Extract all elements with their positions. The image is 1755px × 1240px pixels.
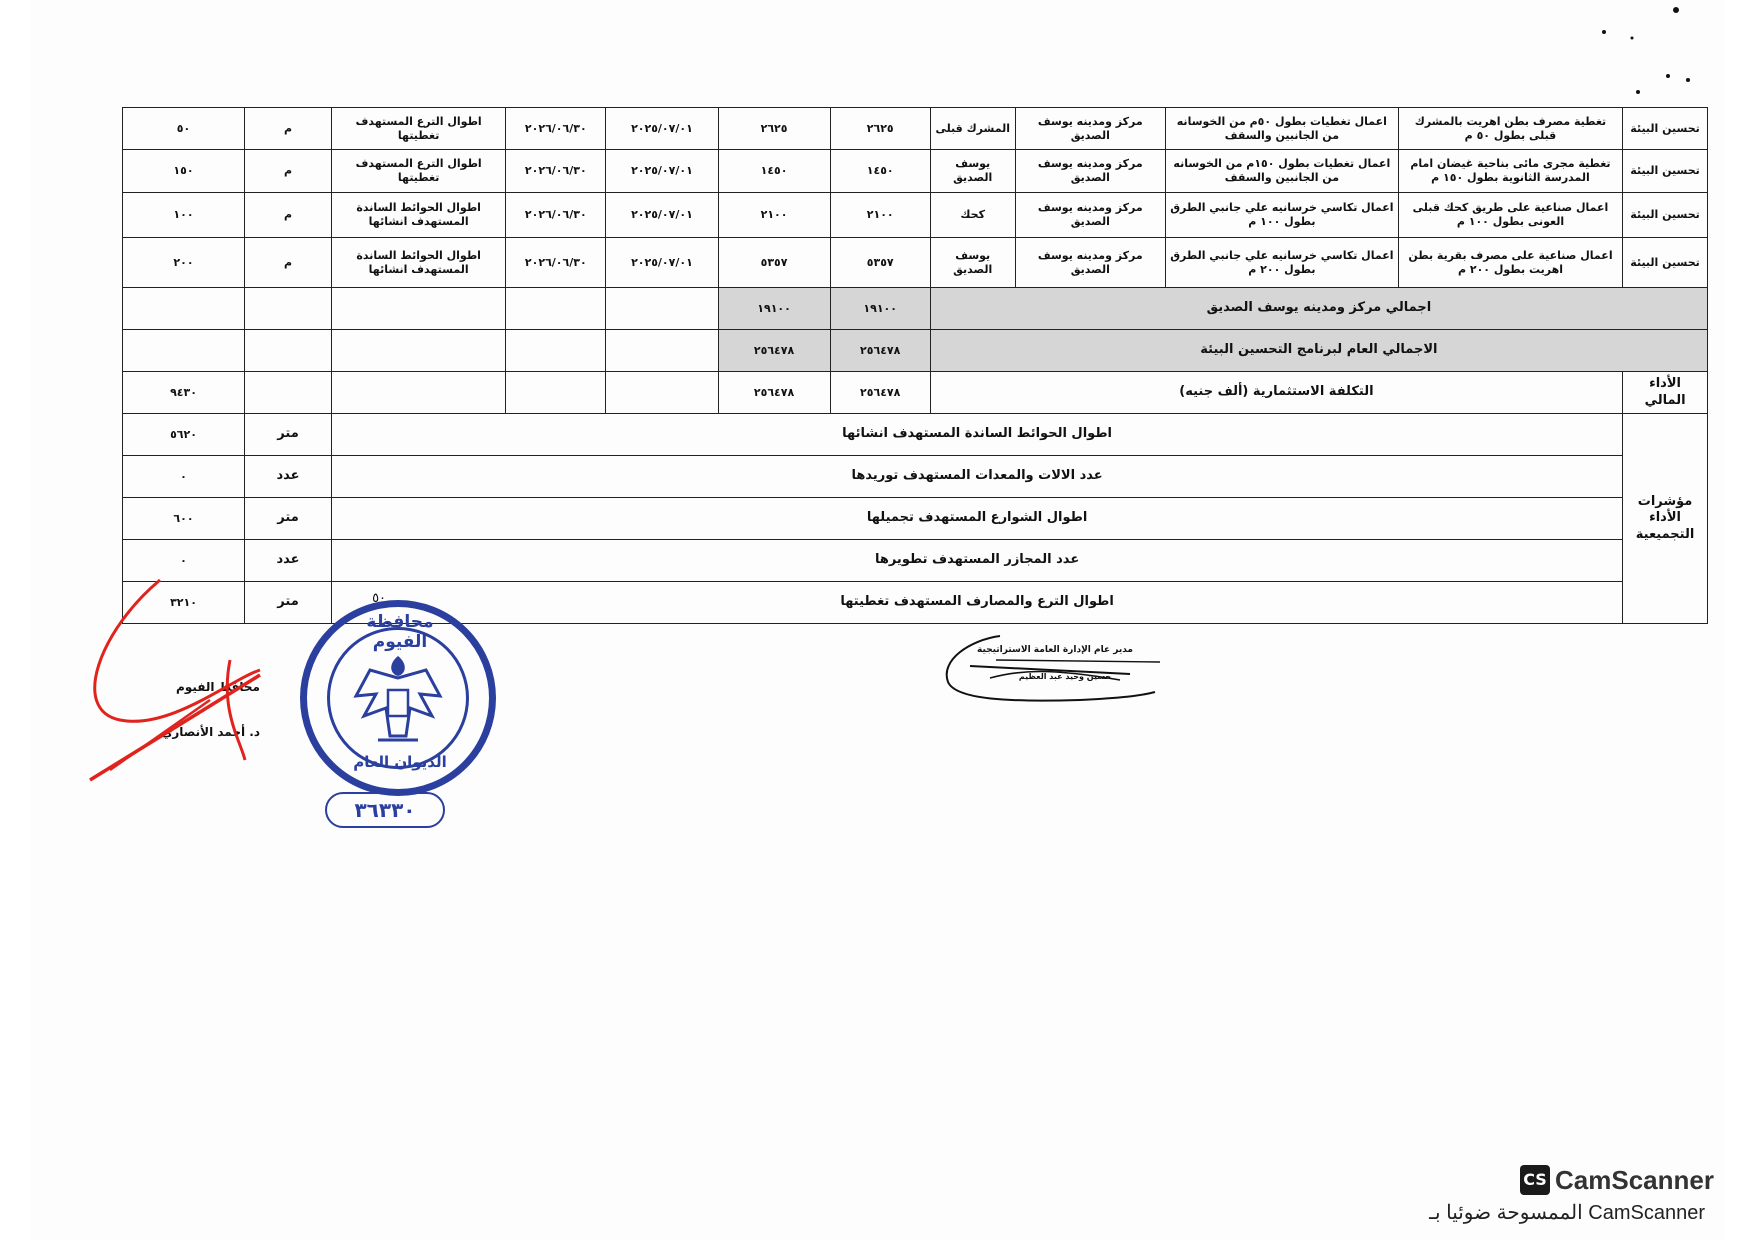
kpi-name xyxy=(332,582,1623,624)
center-cell: مركز ومدينه يوسف الصديق xyxy=(1015,150,1165,193)
location-cell: المشرك قبلى xyxy=(930,108,1015,150)
kpi-value: ٠ xyxy=(123,456,245,498)
kpi-row xyxy=(123,498,1708,540)
work-cell: اعمال تكاسي خرسانيه علي جانبي الطرق بطول ١٠٠ م xyxy=(1165,193,1398,238)
program-total-row xyxy=(123,330,1708,372)
empty-cell xyxy=(606,288,718,330)
camscanner-caption: الممسوحة ضوئيا بـ CamScanner xyxy=(1429,1202,1705,1224)
work-cell: اعمال تكاسي خرسانيه علي جانبي الطرق بطول ٢٠٠ م xyxy=(1165,238,1398,288)
camscanner-brand: CamScanner xyxy=(1555,1165,1714,1195)
financial-target: ٩٤٣٠ xyxy=(123,372,245,414)
kpi-note: ٥٠ xyxy=(372,591,387,606)
center-total-year: ١٩١٠٠ xyxy=(718,288,830,330)
end-date-cell: ٢٠٢٦/٠٦/٣٠ xyxy=(506,238,606,288)
table-row xyxy=(123,150,1708,193)
empty-cell xyxy=(123,330,245,372)
unit-cell: م xyxy=(244,150,331,193)
kpi-value: ٠ xyxy=(123,540,245,582)
stamp-bottom-text: الديوان العام xyxy=(353,753,447,771)
empty-cell xyxy=(244,330,331,372)
location-cell: كحك xyxy=(930,193,1015,238)
indicator-cell: اطوال الحوائط الساندة المستهدف انشائها xyxy=(332,238,506,288)
cost-year-cell: ١٤٥٠ xyxy=(718,150,830,193)
table-row xyxy=(123,108,1708,150)
stamp-top-text: محافظة الفيوم xyxy=(366,612,434,652)
kpi-label: مؤشرات الأداء التجميعية xyxy=(1623,414,1708,624)
investment-cost-label: التكلفة الاستثمارية (ألف جنيه) xyxy=(930,372,1622,414)
governor-name: د. أحمد الأنصاري xyxy=(161,725,260,739)
cost-total-cell: ٢١٠٠ xyxy=(830,193,930,238)
kpi-value: ٥٦٢٠ xyxy=(123,414,245,456)
start-date-cell: ٢٠٢٥/٠٧/٠١ xyxy=(606,150,718,193)
kpi-value: ٦٠٠ xyxy=(123,498,245,540)
stamp-number: ٣٦٣٣٠ xyxy=(325,792,445,828)
center-total-cost: ١٩١٠٠ xyxy=(830,288,930,330)
kpi-value: ٣٢١٠ xyxy=(123,582,245,624)
program-total-label: الاجمالي العام لبرنامج التحسين البيئة xyxy=(930,330,1707,372)
target-cell: ١٥٠ xyxy=(123,150,245,193)
governor-title: محافظ الفيوم xyxy=(176,680,260,694)
start-date-cell: ٢٠٢٥/٠٧/٠١ xyxy=(606,193,718,238)
center-cell: مركز ومدينه يوسف الصديق xyxy=(1015,238,1165,288)
program-table xyxy=(122,107,1708,624)
kpi-row xyxy=(123,456,1708,498)
project-cell: اعمال صناعية على مصرف بقرية بطن اهريت بطول ٢٠٠ م xyxy=(1398,238,1622,288)
camscanner-logo-icon: CS xyxy=(1520,1165,1550,1195)
program-cell: تحسين البيئة xyxy=(1623,238,1708,288)
location-cell: يوسف الصديق xyxy=(930,150,1015,193)
investment-cost-total: ٢٥٦٤٧٨ xyxy=(830,372,930,414)
camscanner-watermark xyxy=(1405,1165,1714,1235)
center-total-row xyxy=(123,288,1708,330)
kpi-name-text: اطوال الترع والمصارف المستهدف تغطيتها xyxy=(840,594,1114,610)
unit-cell: م xyxy=(244,193,331,238)
project-cell: تغطية مجرى مائى بناحية غيضان امام المدرسة الثانوية بطول ١٥٠ م xyxy=(1398,150,1622,193)
indicator-cell: اطوال الحوائط الساندة المستهدف انشائها xyxy=(332,193,506,238)
kpi-unit: عدد xyxy=(244,540,331,582)
scan-specks xyxy=(1580,0,1720,100)
director-name: حسين وحيد عبد العظيم xyxy=(1018,672,1112,681)
kpi-unit: عدد xyxy=(244,456,331,498)
cost-total-cell: ٥٣٥٧ xyxy=(830,238,930,288)
target-cell: ١٠٠ xyxy=(123,193,245,238)
empty-cell xyxy=(606,372,718,414)
unit-cell: م xyxy=(244,238,331,288)
empty-cell xyxy=(506,288,606,330)
project-cell: تغطية مصرف بطن اهريت بالمشرك قبلى بطول ٥٠ م xyxy=(1398,108,1622,150)
empty-cell xyxy=(332,288,506,330)
empty-cell xyxy=(332,372,506,414)
kpi-unit: متر xyxy=(244,582,331,624)
unit-cell: م xyxy=(244,108,331,150)
indicator-cell: اطوال الترع المستهدف تغطيتها xyxy=(332,150,506,193)
cost-year-cell: ٢١٠٠ xyxy=(718,193,830,238)
program-cell: تحسين البيئة xyxy=(1623,193,1708,238)
center-total-label: اجمالي مركز ومدينه يوسف الصديق xyxy=(930,288,1707,330)
empty-cell xyxy=(244,372,331,414)
end-date-cell: ٢٠٢٦/٠٦/٣٠ xyxy=(506,150,606,193)
empty-cell xyxy=(244,288,331,330)
kpi-unit: متر xyxy=(244,414,331,456)
cost-total-cell: ٢٦٢٥ xyxy=(830,108,930,150)
work-cell: اعمال تغطيات بطول ٥٠م من الخوسانه من الجانبين والسقف xyxy=(1165,108,1398,150)
empty-cell xyxy=(506,330,606,372)
empty-cell xyxy=(606,330,718,372)
kpi-row xyxy=(123,540,1708,582)
kpi-row xyxy=(123,414,1708,456)
indicator-cell: اطوال الترع المستهدف تغطيتها xyxy=(332,108,506,150)
target-cell: ٥٠ xyxy=(123,108,245,150)
kpi-name: اطوال الحوائط الساندة المستهدف انشائها xyxy=(332,414,1623,456)
start-date-cell: ٢٠٢٥/٠٧/٠١ xyxy=(606,108,718,150)
kpi-name: عدد الالات والمعدات المستهدف توريدها xyxy=(332,456,1623,498)
end-date-cell: ٢٠٢٦/٠٦/٣٠ xyxy=(506,108,606,150)
kpi-name: اطوال الشوارع المستهدف تجميلها xyxy=(332,498,1623,540)
end-date-cell: ٢٠٢٦/٠٦/٣٠ xyxy=(506,193,606,238)
investment-cost-year: ٢٥٦٤٧٨ xyxy=(718,372,830,414)
director-signature xyxy=(930,630,1160,710)
start-date-cell: ٢٠٢٥/٠٧/٠١ xyxy=(606,238,718,288)
kpi-name: عدد المجازر المستهدف تطويرها xyxy=(332,540,1623,582)
center-cell: مركز ومدينه يوسف الصديق xyxy=(1015,193,1165,238)
financial-label: الأداء المالي xyxy=(1623,372,1708,414)
cost-year-cell: ٥٣٥٧ xyxy=(718,238,830,288)
table-row xyxy=(123,238,1708,288)
empty-cell xyxy=(332,330,506,372)
empty-cell xyxy=(123,288,245,330)
program-total-cost: ٢٥٦٤٧٨ xyxy=(830,330,930,372)
financial-row xyxy=(123,372,1708,414)
center-cell: مركز ومدينه يوسف الصديق xyxy=(1015,108,1165,150)
program-total-year: ٢٥٦٤٧٨ xyxy=(718,330,830,372)
cost-total-cell: ١٤٥٠ xyxy=(830,150,930,193)
cost-year-cell: ٢٦٢٥ xyxy=(718,108,830,150)
target-cell: ٢٠٠ xyxy=(123,238,245,288)
governor-signature xyxy=(80,570,280,790)
director-title: مدير عام الإدارة العامة الاستراتيجية xyxy=(976,645,1133,655)
work-cell: اعمال تغطيات بطول ١٥٠م من الخوسانه من الجانبين والسقف xyxy=(1165,150,1398,193)
empty-cell xyxy=(506,372,606,414)
program-cell: تحسين البيئة xyxy=(1623,150,1708,193)
project-cell: اعمال صناعية على طريق كحك قبلى العونى بطول ١٠٠ م xyxy=(1398,193,1622,238)
table-row xyxy=(123,193,1708,238)
location-cell: يوسف الصديق xyxy=(930,238,1015,288)
eagle-emblem xyxy=(350,650,446,750)
program-cell: تحسين البيئة xyxy=(1623,108,1708,150)
kpi-unit: متر xyxy=(244,498,331,540)
